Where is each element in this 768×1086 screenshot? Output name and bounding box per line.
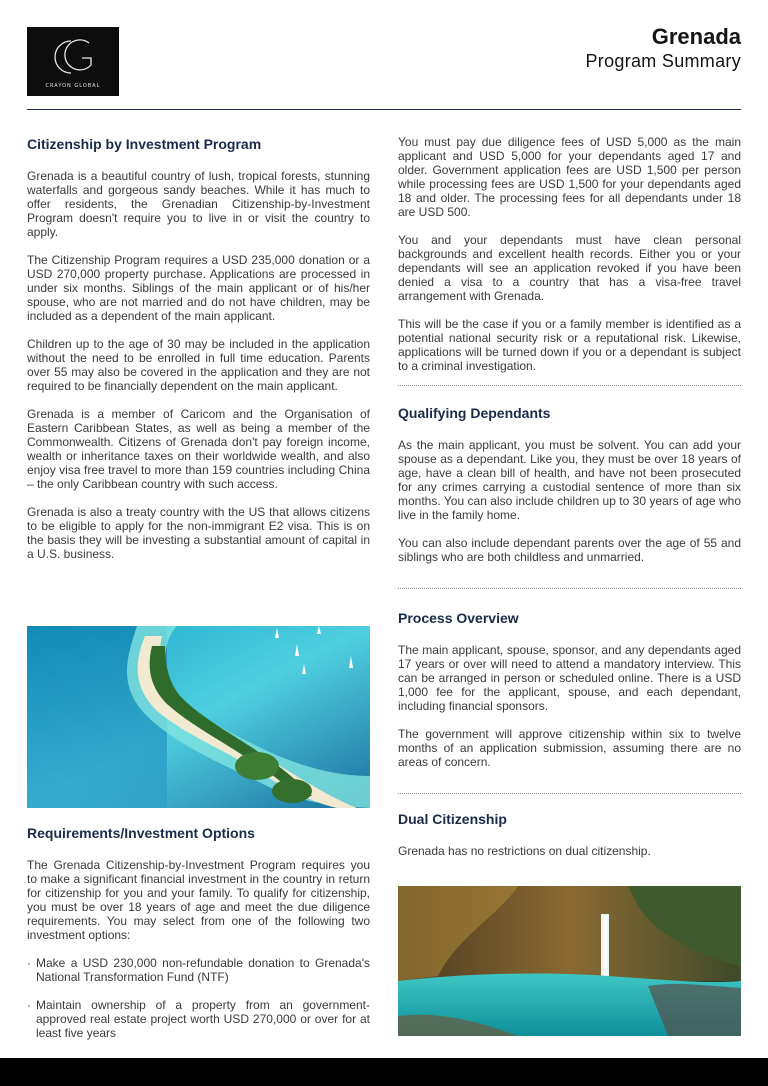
- cbi-heading: Citizenship by Investment Program: [27, 136, 262, 152]
- logo-wordmark: CRAYON GLOBAL: [45, 83, 101, 89]
- section-divider: [398, 385, 741, 386]
- left-column-top: [27, 135, 370, 575]
- investment-options-list: [27, 956, 370, 1040]
- waterfall-photo: [398, 886, 741, 1036]
- dual-citizenship-paragraph: Grenada has no restrictions on dual citizenship.: [398, 844, 651, 858]
- cbi-paragraph: The Citizenship Program requires a USD 235,000 donation or a USD 270,000 property purchase. Applications are processed in under six months. Siblings of the main applicant or of his/her spouse, who are not married and do not have children, may be included as a dependent of the main applicant.: [27, 253, 370, 323]
- cbi-paragraph: Children up to the age of 30 may be included in the application without the need to be enrolled in full time education. Parents over 55 may also be covered in the application and they are not required to be financially dependent on the main applicant.: [27, 337, 370, 393]
- document-title-block: [585, 24, 741, 72]
- page-subtitle: Program Summary: [585, 51, 741, 71]
- cg-monogram-icon: [27, 31, 119, 83]
- dependants-paragraph: You can also include dependant parents over the age of 55 and siblings who are both childless and unmarried.: [398, 536, 741, 564]
- list-item: · Maintain ownership of a property from an government-approved real estate project worth USD 270,000 or over for at least five years: [27, 998, 370, 1040]
- list-item: · Make a USD 230,000 non-refundable donation to Grenada's National Transformation Fund (NTF): [27, 956, 370, 984]
- footer-bar: [0, 1058, 768, 1086]
- section-divider: [398, 588, 741, 589]
- beach-aerial-photo: [27, 626, 370, 808]
- requirements-heading: Requirements/Investment Options: [27, 825, 255, 841]
- process-paragraph: The main applicant, spouse, sponsor, and any dependants aged 17 years or over will need to attend a mandatory interview. This can be arranged in person or scheduled online. There is a USD 1,000 fee for the applicant, spouse, and each dependant, including financial sponsors.: [398, 643, 741, 713]
- risk-paragraph: This will be the case if you or a family member is identified as a potential national security risk or a reputational risk. Likewise, applications will be turned down if you or a dependant is subject to a criminal investigation.: [398, 317, 741, 373]
- process-paragraph: The government will approve citizenship within six to twelve months of an application submission, assuming there are no areas of concern.: [398, 727, 741, 769]
- dependants-heading: Qualifying Dependants: [398, 405, 551, 421]
- header-divider: [27, 109, 741, 110]
- requirements-paragraph: The Grenada Citizenship-by-Investment Program requires you to make a significant financial investment in the country in return for citizenship for you and your family. To qualify for citizenship, you must be over 18 years of age and meet the due diligence requirements. You may select from one of the following two investment options:: [27, 858, 370, 942]
- right-column: [398, 135, 741, 872]
- records-paragraph: You and your dependants must have clean personal backgrounds and excellent health records. Either you or your dependants will see an application revoked if you have been denied a visa to a country that has a visa-free travel arrangement with Grenada.: [398, 233, 741, 303]
- cbi-paragraph: Grenada is a member of Caricom and the Organisation of Eastern Caribbean States, as well as being a member of the Commonwealth. Citizens of Grenada don't pay foreign income, wealth or inheritance taxes on their worldwide wealth, and also enjoy visa free travel to more than 159 countries including China – the only Caribbean country with such access.: [27, 407, 370, 491]
- process-heading: Process Overview: [398, 610, 519, 626]
- dependants-paragraph: As the main applicant, you must be solvent. You can add your spouse as a dependant. Like you, they must be over 18 years of age, have a clean bill of health, and have not been prosecuted for any crimes carrying a custodial sentence of more than six months. You can also include children up to 30 years of age who live in the family home.: [398, 438, 741, 522]
- fees-paragraph: You must pay due diligence fees of USD 5,000 as the main applicant and USD 5,000 for your dependants aged 17 and older. Government application fees are USD 1,500 per person while processing fees are USD 1,500 for your dependants aged 18 and older. The processing fees for all dependants under 18 are USD 500.: [398, 135, 741, 219]
- cbi-paragraph: Grenada is also a treaty country with the US that allows citizens to be eligible to apply for the non-immigrant E2 visa. This is on the basis they will be investing a substantial amount of capital in a U.S. business.: [27, 505, 370, 561]
- page-title: Grenada: [651, 24, 741, 49]
- crayon-global-logo: [27, 27, 119, 96]
- cbi-paragraph: Grenada is a beautiful country of lush, tropical forests, stunning waterfalls and gorgeous sandy beaches. While it has much to offer residents, the Grenadian Citizenship-by-Investment Program doesn't require you to live in or visit the country to apply.: [27, 169, 370, 239]
- left-column-bottom: [27, 824, 370, 1054]
- dual-citizenship-heading: Dual Citizenship: [398, 811, 507, 827]
- section-divider: [398, 793, 741, 794]
